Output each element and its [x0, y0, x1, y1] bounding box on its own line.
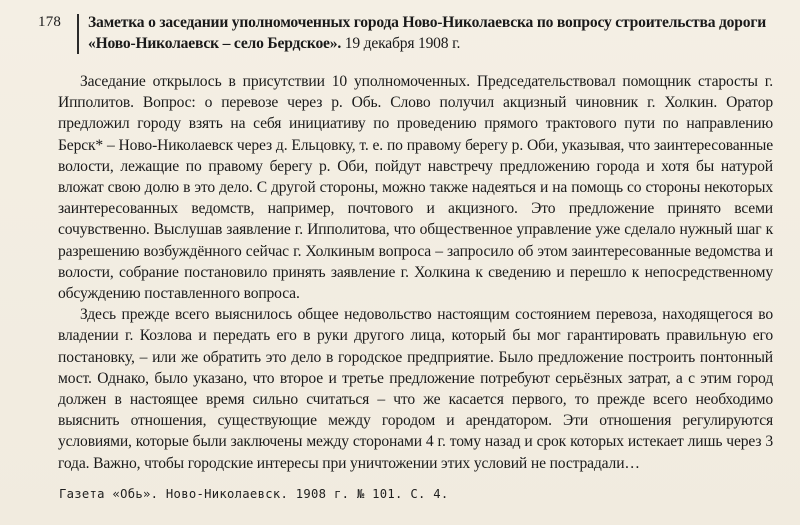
page-header	[38, 12, 768, 58]
document-date: 19 декабря 1908 г.	[341, 35, 461, 52]
source-citation: Газета «Обь». Ново-Николаевск. 1908 г. № 101. С. 4.	[59, 487, 449, 501]
document-body	[58, 71, 773, 474]
paragraph: Здесь прежде всего выяснилось общее недовольство настоящим состоянием перевоза, находящегося во владении г. Козлова и передать его в руки другого лица, который бы мог гарантировать правильную его постановку, – или же обратить это дело в городское предприятие. Было предложение построить понтонный мост. Однако, было указано, что второе и третье предложение потребуют серьёзных затрат, а с этим город должен в настоящее время сильно считаться – что же касается первого, то прежде всего необходимо выяснить отношения, существующие между городом и арендатором. Эти отношения регулируются условиями, которые были заключены между сторонами 4 г. тому назад и срок которых истекает лишь через 3 года. Важно, чтобы городские интересы при уничтожении этих условий не пострадали…	[58, 306, 773, 472]
document-title-text: Заметка о заседании уполномоченных города Ново-Николаевска по вопросу строительства дороги «Ново-Николаевск – село Бердское».	[88, 14, 767, 52]
page-number: 178	[38, 14, 62, 30]
paragraph: Заседание открылось в присутствии 10 уполномоченных. Председательствовал помощник старосты г. Ипполитов. Вопрос: о перевозе через р. Обь. Слово получил акцизный чиновник г. Холкин. Оратор предложил городу взять на себя инициативу по проведению прямого трактового пути по направлению Берск* – Ново-Николаевск через д. Ельцовку, т. е. по правому берегу р. Оби, указывая, что заинтересованные волости, лежащие по правому берегу р. Оби, пойдут навстречу предложению города и хотя бы натурой вложат свою долю в это дело. С другой стороны, можно также надеяться и на помощь со стороны некоторых заинтересованных ведомств, например, почтового и акцизного. Это предложение принято всеми сочувственно. Выслушав заявление г. Ипполитова, что общественное управление уже сделало нужный шаг к разрешению возбуждённого сейчас г. Холкиным вопроса – запросило об этом заинтересованные ведомства и волости, собрание постановило принять заявление г. Холкина к сведению и перешло к непосредственному обсуждению поставленного вопроса.	[58, 73, 773, 303]
header-divider	[77, 14, 79, 54]
document-title	[88, 12, 768, 54]
